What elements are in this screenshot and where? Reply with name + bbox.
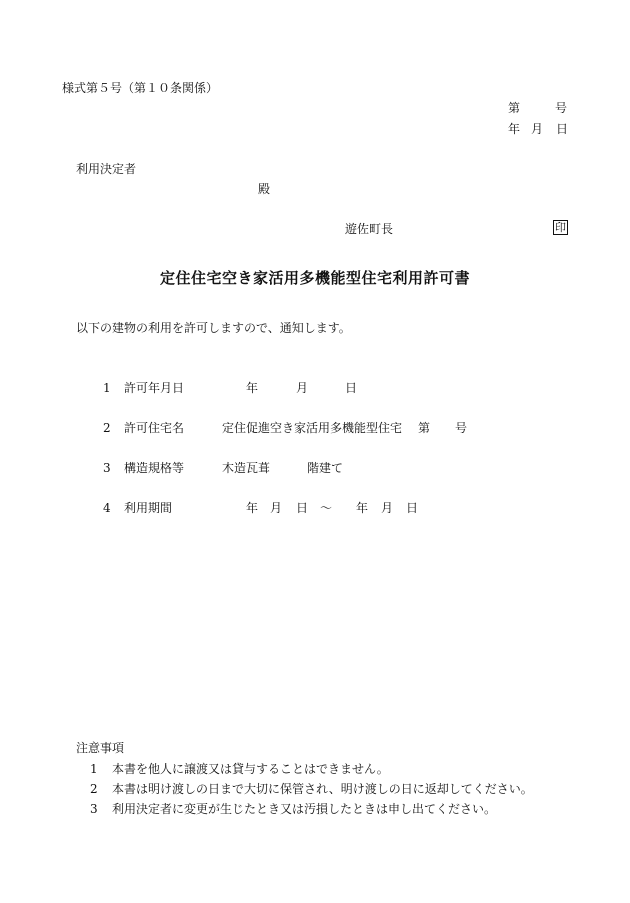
doc-date-year: 年 [508,122,521,136]
seal-text: 印 [555,221,566,234]
doc-date-day: 日 [556,122,569,136]
doc-number-go: 号 [555,101,568,115]
structure-floors: 階建て [307,461,344,475]
document-title: 定住住宅空き家活用多機能型住宅利用許可書 [160,269,471,287]
notes-heading: 注意事項 [76,741,125,755]
item-label: 構造規格等 [124,461,185,475]
item-number: 2 [103,421,111,435]
seal-mark [553,220,568,235]
permit-year: 年 [246,381,259,395]
note-number: 2 [90,782,98,796]
honorific: 殿 [258,182,271,196]
house-number-go: 号 [455,421,468,435]
intro-text: 以下の建物の利用を許可しますので、通知します。 [76,321,351,335]
form-number: 様式第５号（第１０条関係） [62,81,219,95]
item-label: 許可年月日 [124,381,185,395]
period-start-month: 月 [270,501,283,515]
period-end-year: 年 [356,501,369,515]
issuer-name: 遊佐町長 [345,222,394,236]
period-end-day: 日 [406,501,419,515]
permit-day: 日 [345,381,358,395]
item-number: 3 [103,461,111,475]
structure-value: 木造瓦葺 [222,461,271,475]
note-number: 3 [90,802,98,816]
item-number: 1 [103,381,111,395]
house-number-dai: 第 [418,421,431,435]
doc-number-dai: 第 [508,101,521,115]
period-tilde: ～ [320,501,333,515]
period-start-year: 年 [246,501,259,515]
period-end-month: 月 [381,501,394,515]
item-label: 利用期間 [124,501,173,515]
doc-date-month: 月 [531,122,544,136]
period-start-day: 日 [296,501,309,515]
recipient-label: 利用決定者 [76,162,137,176]
item-number: 4 [103,501,111,515]
note-text: 利用決定者に変更が生じたとき又は汚損したときは申し出てください。 [112,802,497,816]
permit-month: 月 [296,381,309,395]
item-label: 許可住宅名 [124,421,185,435]
note-text: 本書を他人に譲渡又は貸与することはできません。 [112,762,389,776]
note-text: 本書は明け渡しの日まで大切に保管され、明け渡しの日に返却してください。 [112,782,533,796]
house-name-value: 定住促進空き家活用多機能型住宅 [222,421,403,435]
note-number: 1 [90,762,98,776]
